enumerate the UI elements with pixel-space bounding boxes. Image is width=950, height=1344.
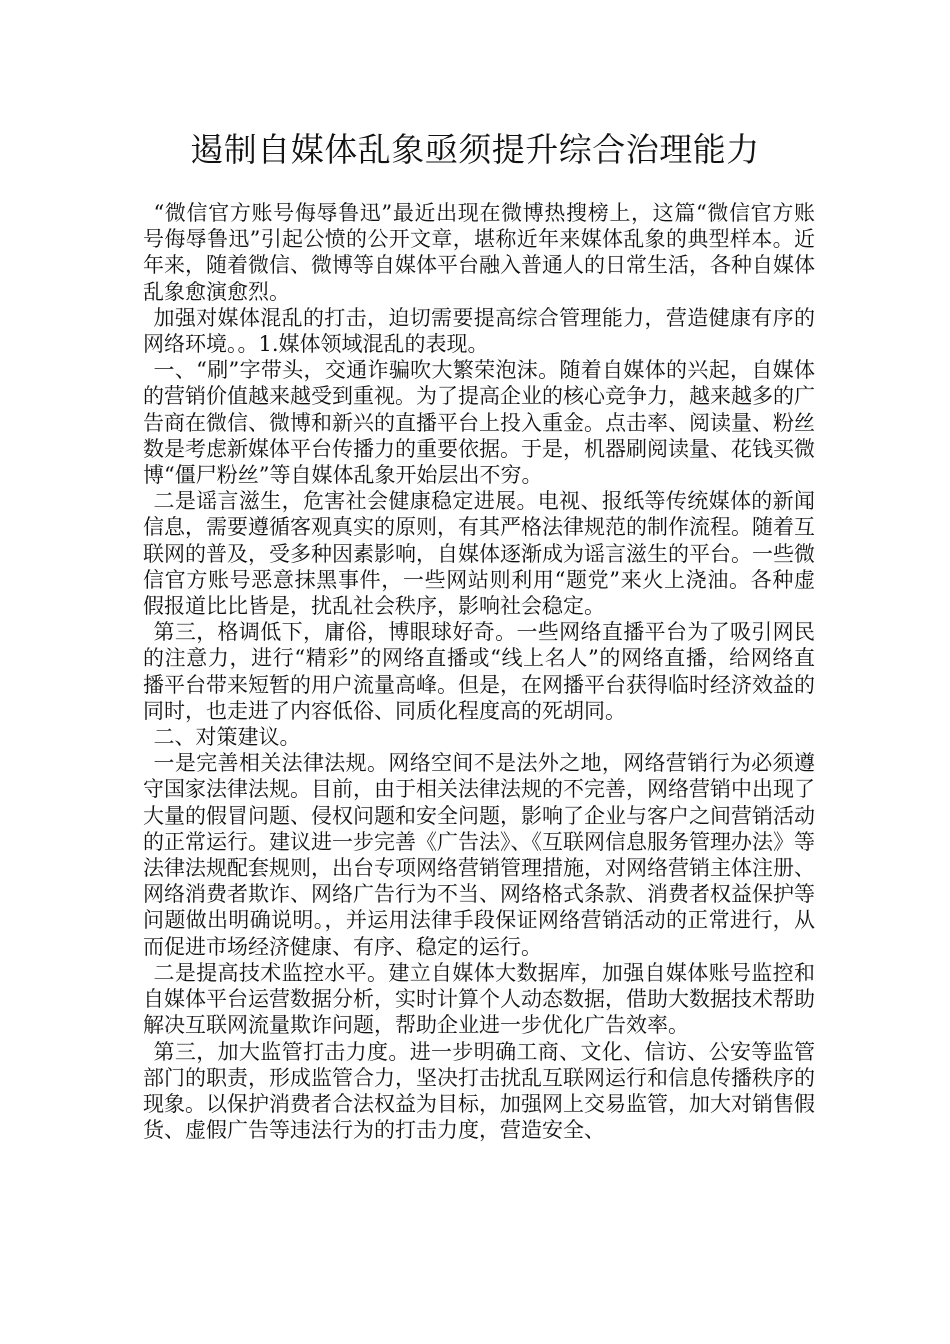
paragraph-8: 二是提高技术监控水平。建立自媒体大数据库，加强自媒体账号监控和自媒体平台运营数据分析，实时计算个人动态数据，借助大数据技术帮助解决互联网流量欺诈问题，帮助企业进一步优化广告效率。 [143, 960, 815, 1038]
document-title: 遏制自媒体乱象亟须提升综合治理能力 [190, 130, 760, 169]
paragraph-9: 第三，加大监管打击力度。进一步明确工商、文化、信访、公安等监管部门的职责，形成监管合力，坚决打击扰乱互联网运行和信息传播秩序的现象。以保护消费者合法权益为目标，加强网上交易监管，加大对销售假货、虚假广告等违法行为的打击力度，营造安全、 [143, 1039, 815, 1143]
section-heading: 二、对策建议。 [153, 725, 301, 750]
paragraph-7: 一是完善相关法律法规。网络空间不是法外之地，网络营销行为必须遵守国家法律法规。目前，由于相关法律法规的不完善，网络营销中出现了大量的假冒问题、侵权问题和安全问题，影响了企业与客户之间营销活动的正常运行。建议进一步完善《广告法》、《互联网信息服务管理办法》等法律法规配套规则，出台专项网络营销管理措施，对网络营销主体注册、网络消费者欺诈、网络广告行为不当、网络格式条款、消费者权益保护等问题做出明确说明。，并运用法律手段保证网络营销活动的正常进行，从而促进市场经济健康、有序、稳定的运行。 [143, 751, 815, 959]
paragraph-2: 加强对媒体混乱的打击，迫切需要提高综合管理能力，营造健康有序的网络环境。。1.媒体领域混乱的表现。 [143, 305, 815, 357]
paragraph-5: 第三，格调低下，庸俗，博眼球好奇。一些网络直播平台为了吸引网民的注意力，进行“精彩”的网络直播或“线上名人”的网络直播，给网络直播平台带来短暂的用户流量高峰。但是，在网播平台获得临时经济效益的同时，也走进了内容低俗、同质化程度高的死胡同。 [143, 620, 815, 723]
paragraph-4: 二是谣言滋生，危害社会健康稳定进展。电视、报纸等传统媒体的新闻信息，需要遵循客观真实的原则，有其严格法律规范的制作流程。随着互联网的普及，受多种因素影响，自媒体逐渐成为谣言滋生的平台。一些微信官方账号恶意抹黑事件，一些网站则利用“题党”来火上浇油。各种虚假报道比比皆是，扰乱社会秩序，影响社会稳定。 [143, 489, 815, 619]
paragraph-3: 一、“刷”字带头，交通诈骗吹大繁荣泡沫。随着自媒体的兴起，自媒体的营销价值越来越受到重视。为了提高企业的核心竞争力，越来越多的广告商在微信、微博和新兴的直播平台上投入重金。点击率、阅读量、粉丝数是考虑新媒体平台传播力的重要依据。于是，机器刷阅读量、花钱买微博“僵尸粉丝”等自媒体乱象开始层出不穷。 [143, 358, 815, 488]
paragraph-1: “微信官方账号侮辱鲁迅”最近出现在微博热搜榜上，这篇“微信官方账号侮辱鲁迅”引起公愤的公开文章，堪称近年来媒体乱象的典型样本。近年来，随着微信、微博等自媒体平台融入普通人的日常生活，各种自媒体乱象愈演愈烈。 [143, 201, 815, 304]
document-body [143, 200, 815, 1143]
